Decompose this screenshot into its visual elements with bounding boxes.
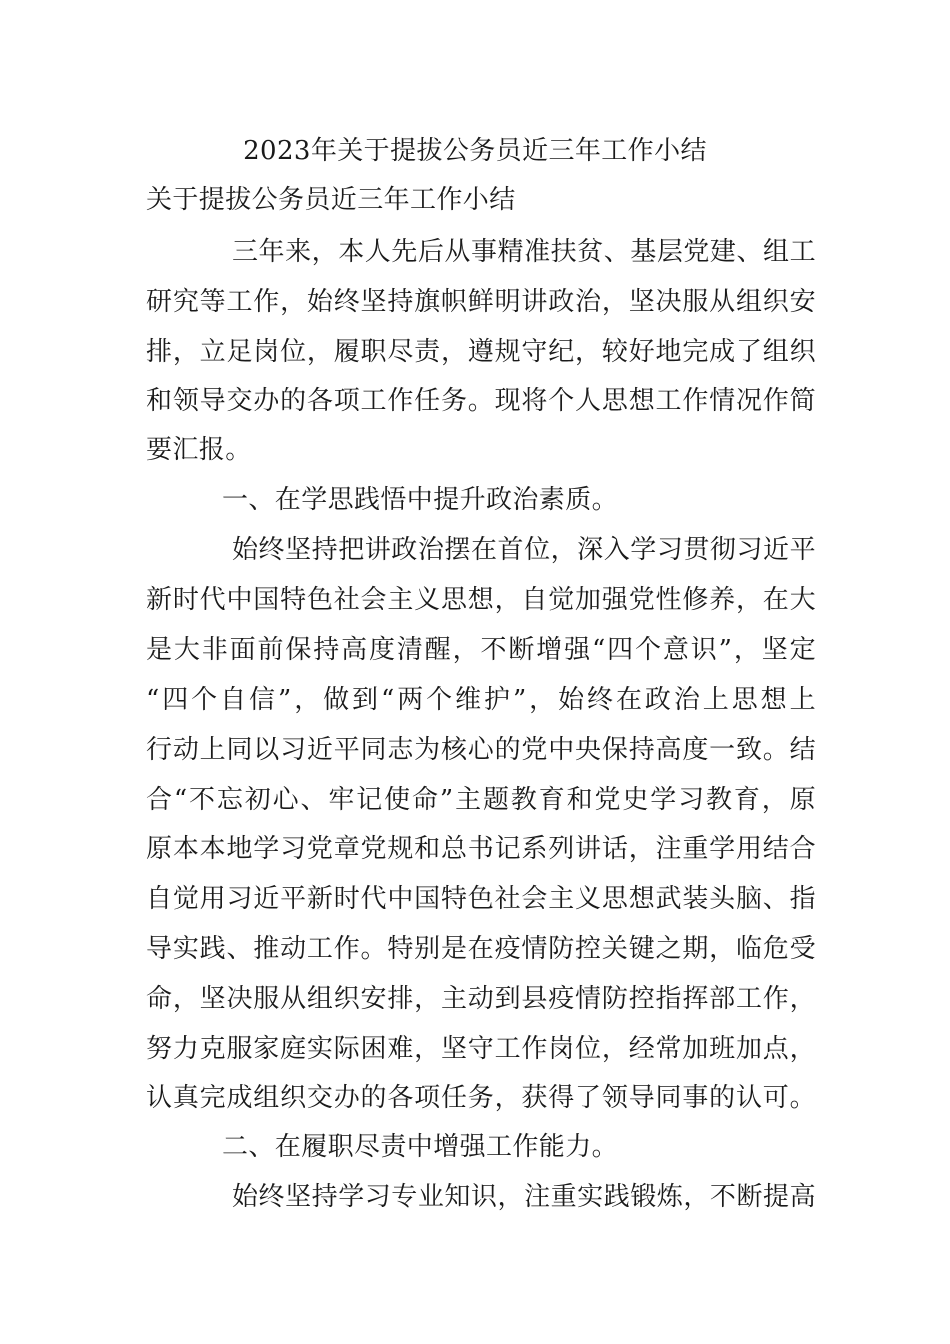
paragraph-line: 导实践、推动工作。特别是在疫情防控关键之期，临危受 (146, 934, 816, 964)
paragraph-line: 研究等工作，始终坚持旗帜鲜明讲政治，坚决服从组织安 (146, 287, 816, 317)
paragraph-line: 排，立足岗位，履职尽责，遵规守纪，较好地完成了组织 (146, 337, 816, 367)
paragraph-line: 新时代中国特色社会主义思想，自觉加强党性修养，在大 (146, 585, 816, 615)
paragraph-line: 努力克服家庭实际困难，坚守工作岗位，经常加班加点， (146, 1034, 816, 1064)
paragraph-line: 要汇报。 (146, 435, 252, 465)
section-heading: 二、在履职尽责中增强工作能力。 (222, 1132, 619, 1162)
document-subtitle: 关于提拔公务员近三年工作小结 (146, 185, 516, 215)
paragraph-line: 合“不忘初心、牢记使命”主题教育和党史学习教育，原 (146, 785, 816, 815)
paragraph-line: 自觉用习近平新时代中国特色社会主义思想武装头脑、指 (146, 884, 816, 914)
paragraph-line: 始终坚持学习专业知识，注重实践锻炼，不断提高 (232, 1182, 816, 1212)
paragraph-line: 三年来，本人先后从事精准扶贫、基层党建、组工 (232, 237, 816, 267)
document-title: 2023年关于提拔公务员近三年工作小结 (243, 136, 707, 166)
paragraph-line: 认真完成组织交办的各项任务，获得了领导同事的认可。 (146, 1083, 816, 1113)
paragraph-line: 是大非面前保持高度清醒，不断增强“四个意识”，坚定 (146, 635, 816, 665)
paragraph-line: 原本本地学习党章党规和总书记系列讲话，注重学用结合 (146, 834, 816, 864)
section-heading: 一、在学思践悟中提升政治素质。 (222, 485, 619, 515)
paragraph-line: “四个自信”，做到“两个维护”，始终在政治上思想上 (146, 685, 816, 715)
paragraph-line: 和领导交办的各项工作任务。现将个人思想工作情况作简 (146, 386, 816, 416)
paragraph-line: 命，坚决服从组织安排，主动到县疫情防控指挥部工作， (146, 984, 816, 1014)
paragraph-line: 行动上同以习近平同志为核心的党中央保持高度一致。结 (146, 735, 816, 765)
paragraph-line: 始终坚持把讲政治摆在首位，深入学习贯彻习近平 (232, 535, 816, 565)
